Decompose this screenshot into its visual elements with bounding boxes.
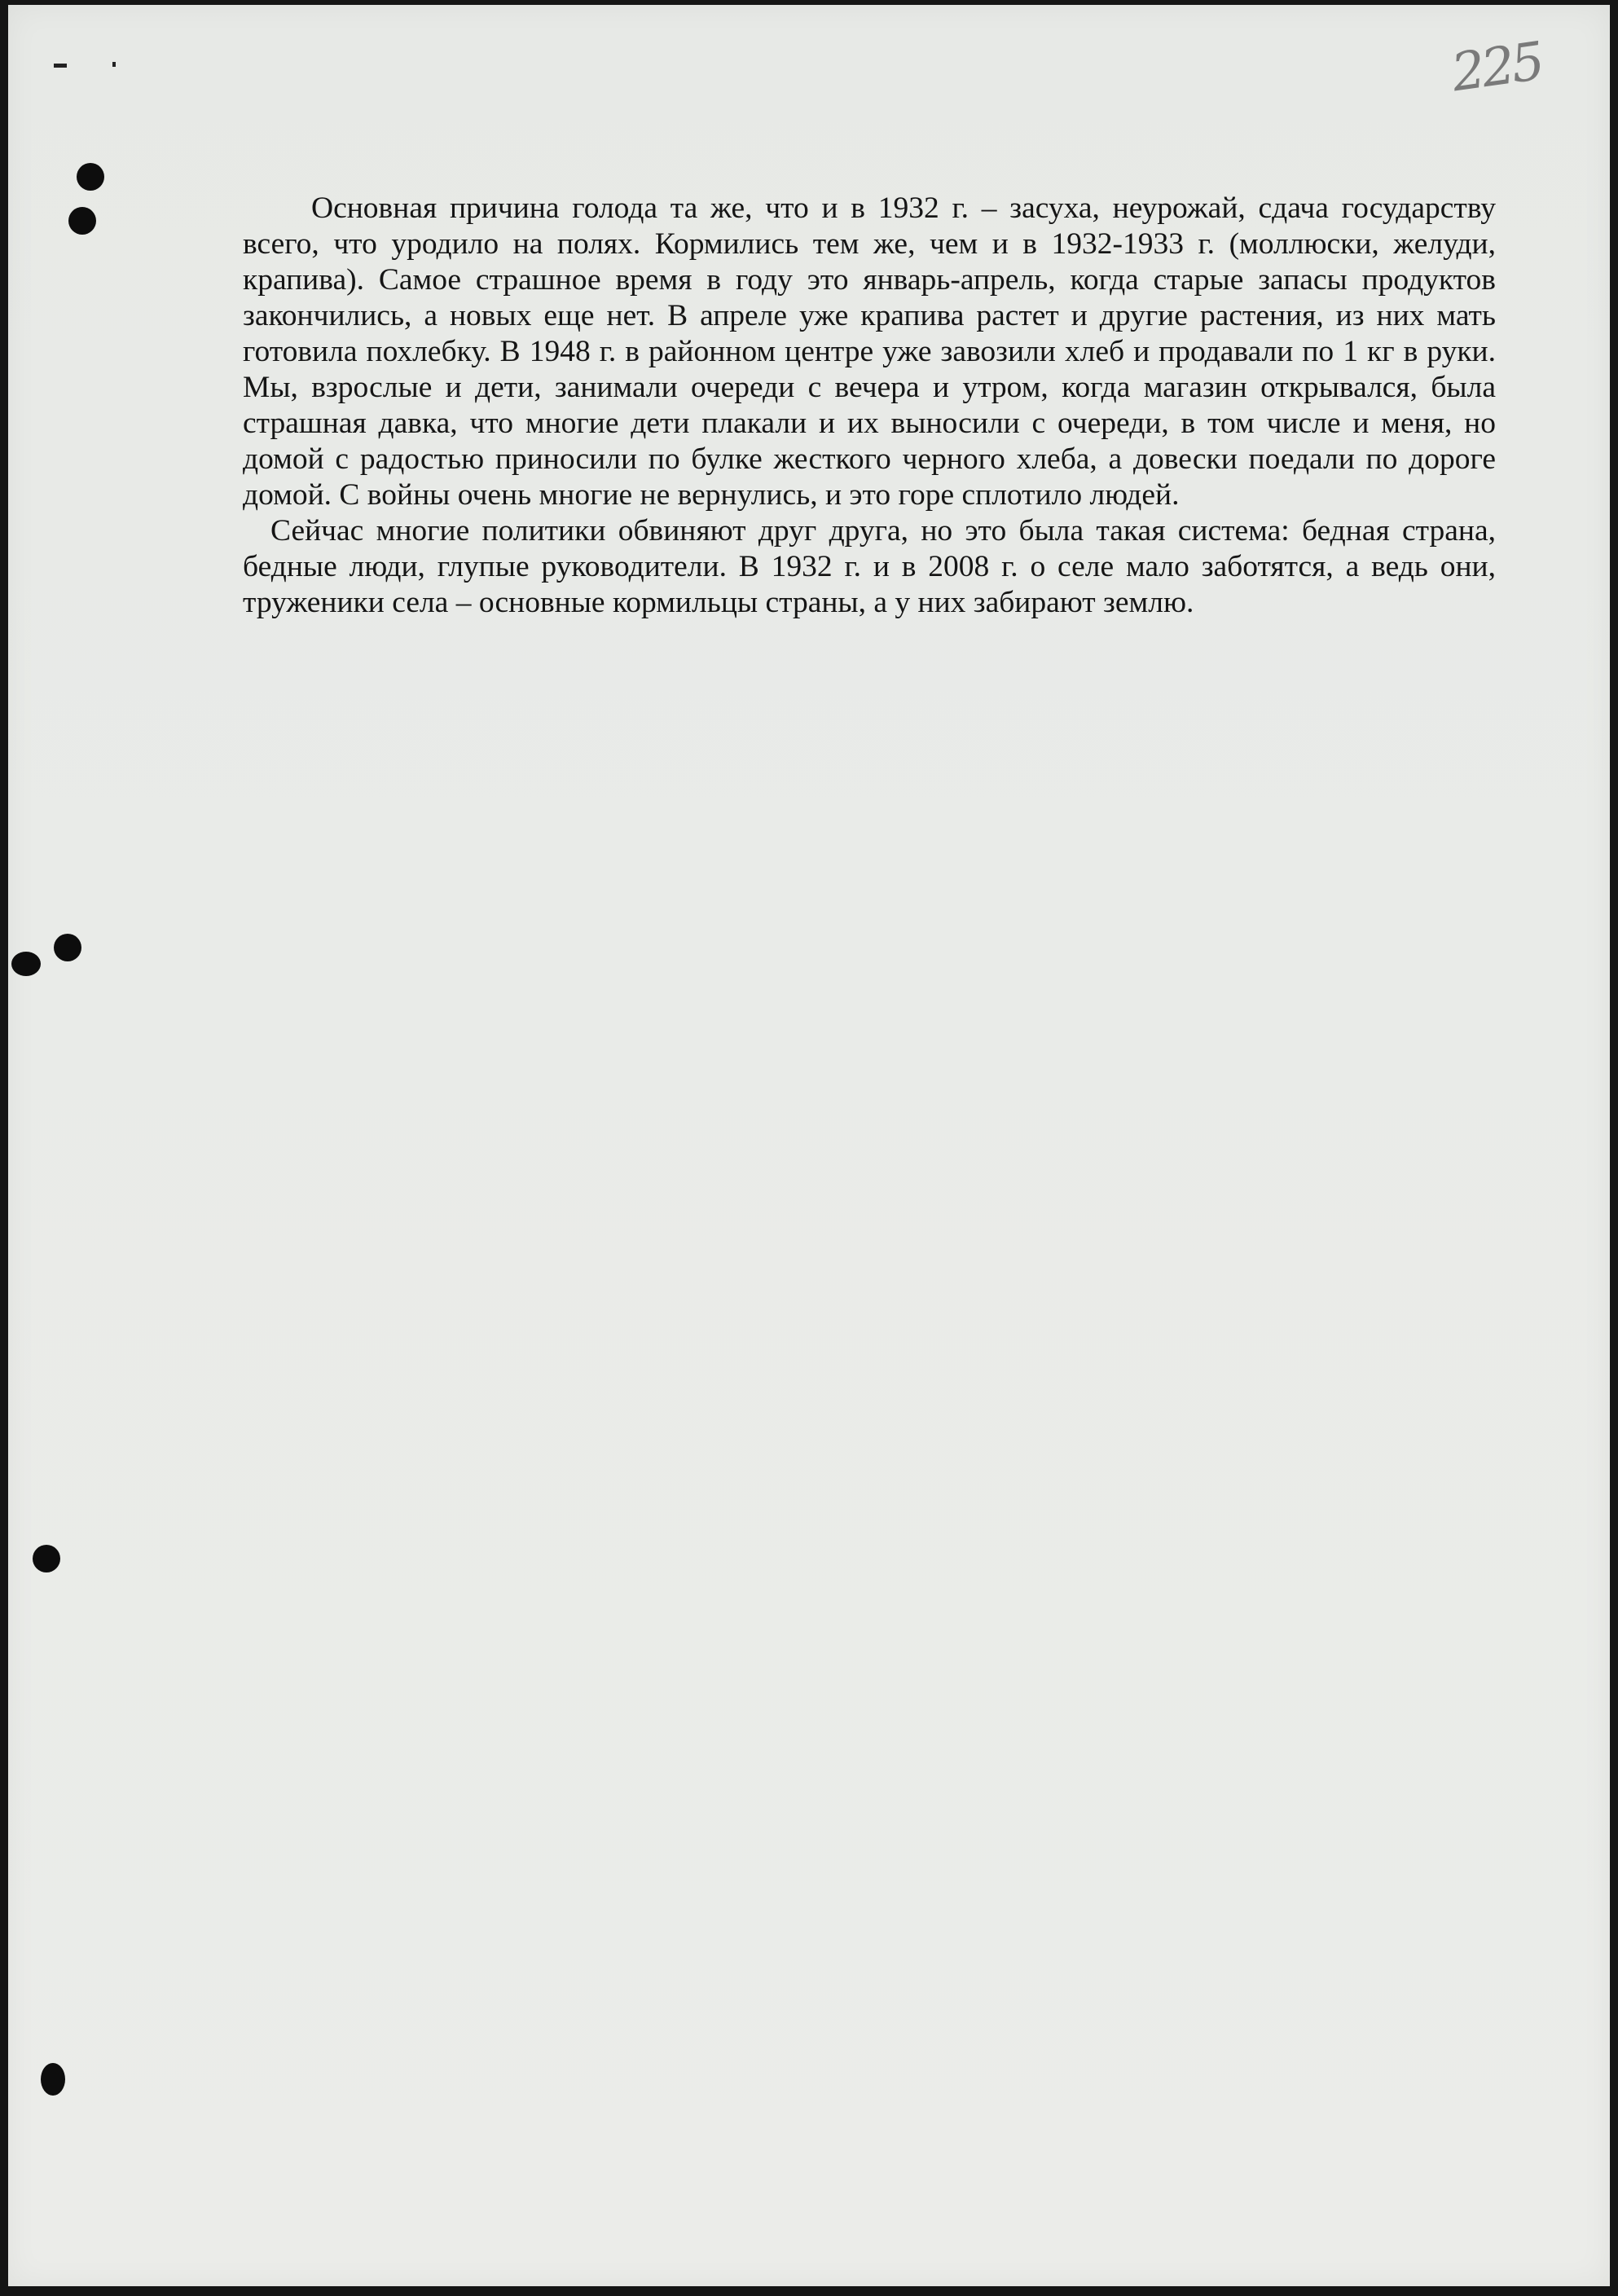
punch-hole [33, 1545, 60, 1572]
handwritten-page-number [1448, 31, 1574, 111]
punch-hole [11, 952, 41, 976]
scan-speck [54, 64, 67, 68]
document-body [243, 191, 1496, 621]
punch-hole [77, 163, 104, 191]
scan-speck [112, 62, 116, 67]
punch-hole [54, 934, 81, 961]
page-number-text: 225 [1448, 31, 1545, 104]
document-page [8, 5, 1610, 2286]
paragraph-1: Основная причина голода та же, что и в 1932 г. – засуха, неурожай, сдача государству всего, что уродило на полях. Кормились тем же, чем и в 1932-1933 г. (моллюски, желуди, крапива). Самое страшное время в году это январь-апрель, когда старые запасы продуктов закончились, а новых еще нет. В апреле уже крапива растет и другие растения, из них мать готовила похлебку. В 1948 г. в районном центре уже завозили хлеб и продавали по 1 кг в руки. Мы, взрослые и дети, занимали очереди с вечера и утром, когда магазин открывался, была страшная давка, что многие дети плакали и их выносили с очереди, в том числе и меня, но домой с радостью приносили по булке жесткого черного хлеба, а довески поедали по дороге домой. С войны очень многие не вернулись, и это горе сплотило людей. [243, 191, 1496, 512]
paragraph-2: Сейчас многие политики обвиняют друг друга, но это была такая система: бедная страна, бедные люди, глупые руководители. В 1932 г. и в 2008 г. о селе мало заботятся, а ведь они, труженики села – основные кормильцы страны, а у них забирают землю. [243, 514, 1496, 619]
punch-hole [41, 2063, 65, 2096]
punch-hole [68, 207, 96, 235]
